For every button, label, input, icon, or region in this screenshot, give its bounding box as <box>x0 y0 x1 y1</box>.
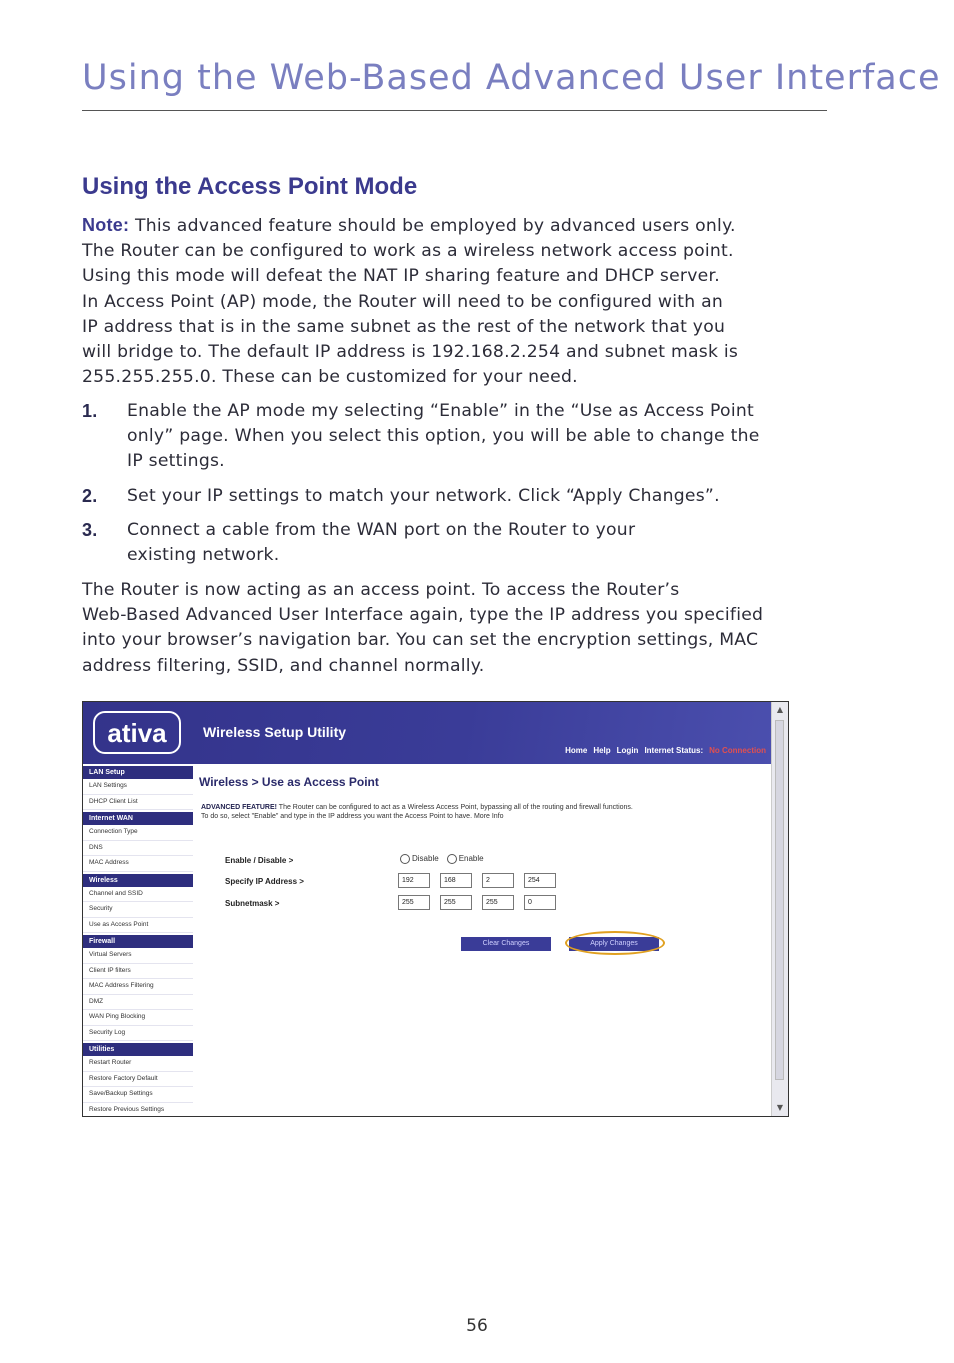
scroll-up-icon[interactable]: ▲ <box>776 705 784 714</box>
nav-home-link[interactable]: Home <box>565 746 588 755</box>
note-line: Using this mode will defeat the NAT IP sharing feature and DHCP server. <box>82 266 720 287</box>
sidebar-item[interactable]: Security Log <box>83 1026 193 1042</box>
disable-radio[interactable] <box>400 854 439 864</box>
scroll-down-icon[interactable]: ▼ <box>776 1103 784 1112</box>
mask-octet-field[interactable]: 255 <box>440 895 472 910</box>
sidebar-item[interactable]: WAN Ping Blocking <box>83 1010 193 1026</box>
ip-octet-field[interactable]: 2 <box>482 873 514 888</box>
title-rule <box>82 110 827 111</box>
sidebar-section-header: Firewall <box>83 935 193 948</box>
enable-radio[interactable] <box>447 854 484 864</box>
closing-line: The Router is now acting as an access point. To access the Router’s <box>82 580 680 600</box>
ip-octet-field[interactable]: 254 <box>524 873 556 888</box>
ip-octet-field[interactable]: 192 <box>398 873 430 888</box>
step-line: existing network. <box>127 545 280 566</box>
advanced-feature-body: The Router can be configured to act as a Wireless Access Point, bypassing all of the routing and firewall functions. To do so, select "Enable" and type in the IP address you want the Access Point to have. <box>201 804 633 820</box>
closing-paragraph <box>82 578 792 679</box>
enable-disable-label: Enable / Disable > <box>225 856 294 865</box>
mask-octet-field[interactable]: 255 <box>482 895 514 910</box>
sidebar-item[interactable]: Restart Router <box>83 1056 193 1072</box>
sidebar-item[interactable]: Security <box>83 902 193 918</box>
note-line: In Access Point (AP) mode, the Router will need to be configured with an <box>82 291 724 312</box>
router-ui-screenshot <box>82 701 789 1117</box>
step-line: Connect a cable from the WAN port on the Router to your <box>127 519 636 540</box>
sidebar-section-header: Wireless <box>83 874 193 887</box>
sidebar-item[interactable]: Restore Factory Default <box>83 1072 193 1088</box>
main-panel <box>195 764 772 1116</box>
step-number: 3. <box>82 519 98 540</box>
nav-help-link[interactable]: Help <box>593 746 611 755</box>
step-line: Enable the AP mode my selecting “Enable” in the “Use as Access Point <box>127 401 754 421</box>
note-label: Note: <box>82 215 130 235</box>
sidebar-section-header: LAN Setup <box>83 766 193 779</box>
note-line: will bridge to. The default IP address is 192.168.2.254 and subnet mask is <box>82 342 739 363</box>
top-nav <box>559 746 766 755</box>
sidebar-item[interactable]: LAN Settings <box>83 779 193 795</box>
sidebar-item[interactable]: DNS <box>83 841 193 857</box>
step-number: 2. <box>82 485 98 506</box>
nav-login-link[interactable]: Login <box>616 746 639 755</box>
step-line: Set your IP settings to match your network. Click “Apply Changes”. <box>127 485 720 506</box>
step-number: 1. <box>82 401 98 421</box>
page-title: Using the Web-Based Advanced User Interface <box>82 58 941 98</box>
closing-line: address filtering, SSID, and channel normally. <box>82 655 485 676</box>
page-number: 56 <box>466 1316 488 1336</box>
step-item <box>82 484 792 509</box>
scrollbar[interactable] <box>771 702 788 1116</box>
closing-line: into your browser’s navigation bar. You can set the encryption settings, MAC <box>82 630 759 651</box>
sidebar-item[interactable]: Channel and SSID <box>83 887 193 903</box>
sidebar-item[interactable]: Use as Access Point <box>83 918 193 934</box>
enable-option-label: Enable <box>458 854 484 864</box>
step-item <box>82 399 792 475</box>
sidebar-item[interactable]: MAC Address Filtering <box>83 979 193 995</box>
sidebar-item[interactable]: Client IP filters <box>83 964 193 980</box>
sidebar-item[interactable]: Virtual Servers <box>83 948 193 964</box>
note-paragraph <box>82 213 792 390</box>
enable-disable-radios <box>400 854 484 864</box>
subnet-mask-label: Subnetmask > <box>225 899 280 908</box>
sidebar-item[interactable]: DMZ <box>83 995 193 1011</box>
ip-address-label: Specify IP Address > <box>225 877 304 886</box>
sidebar-nav <box>83 764 193 1116</box>
closing-line: Web-Based Advanced User Interface again, type the IP address you specified <box>82 605 764 626</box>
ativa-logo: ativa <box>93 711 181 754</box>
clear-changes-button[interactable]: Clear Changes <box>461 937 551 951</box>
step-line: IP settings. <box>127 451 225 472</box>
sidebar-item[interactable]: Connection Type <box>83 825 193 841</box>
internet-status-value: No Connection <box>709 746 766 755</box>
highlight-circle <box>565 931 665 955</box>
scroll-thumb[interactable] <box>775 720 784 1080</box>
advanced-feature-label: ADVANCED FEATURE! <box>201 804 277 811</box>
step-line: only” page. When you select this option, you will be able to change the <box>127 426 760 447</box>
apply-changes-button[interactable]: Apply Changes <box>569 937 659 951</box>
radio-icon <box>447 854 457 864</box>
advanced-feature-text <box>201 803 641 821</box>
sidebar-item[interactable]: MAC Address <box>83 856 193 872</box>
app-title: Wireless Setup Utility <box>203 724 347 740</box>
app-header <box>83 702 772 764</box>
mask-octet-field[interactable]: 0 <box>524 895 556 910</box>
note-line: The Router can be configured to work as a wireless network access point. <box>82 241 734 262</box>
section-heading: Using the Access Point Mode <box>82 173 418 200</box>
internet-status-label: Internet Status: <box>644 746 704 755</box>
note-line: IP address that is in the same subnet as the rest of the network that you <box>82 316 726 337</box>
radio-icon <box>400 854 410 864</box>
more-info-link[interactable]: More Info <box>473 813 504 820</box>
sidebar-item[interactable]: Save/Backup Settings <box>83 1087 193 1103</box>
sidebar-item[interactable]: Restore Previous Settings <box>83 1103 193 1118</box>
mask-octet-field[interactable]: 255 <box>398 895 430 910</box>
step-item <box>82 518 792 568</box>
sidebar-section-header: Utilities <box>83 1043 193 1056</box>
sidebar-section-header: Internet WAN <box>83 812 193 825</box>
ip-octet-field[interactable]: 168 <box>440 873 472 888</box>
disable-option-label: Disable <box>412 854 439 864</box>
sidebar-item[interactable]: DHCP Client List <box>83 795 193 811</box>
steps-list <box>82 399 792 577</box>
note-line: 255.255.255.0. These can be customized for your need. <box>82 367 578 388</box>
note-line: This advanced feature should be employed by advanced users only. <box>129 216 736 236</box>
breadcrumb: Wireless > Use as Access Point <box>199 775 379 789</box>
